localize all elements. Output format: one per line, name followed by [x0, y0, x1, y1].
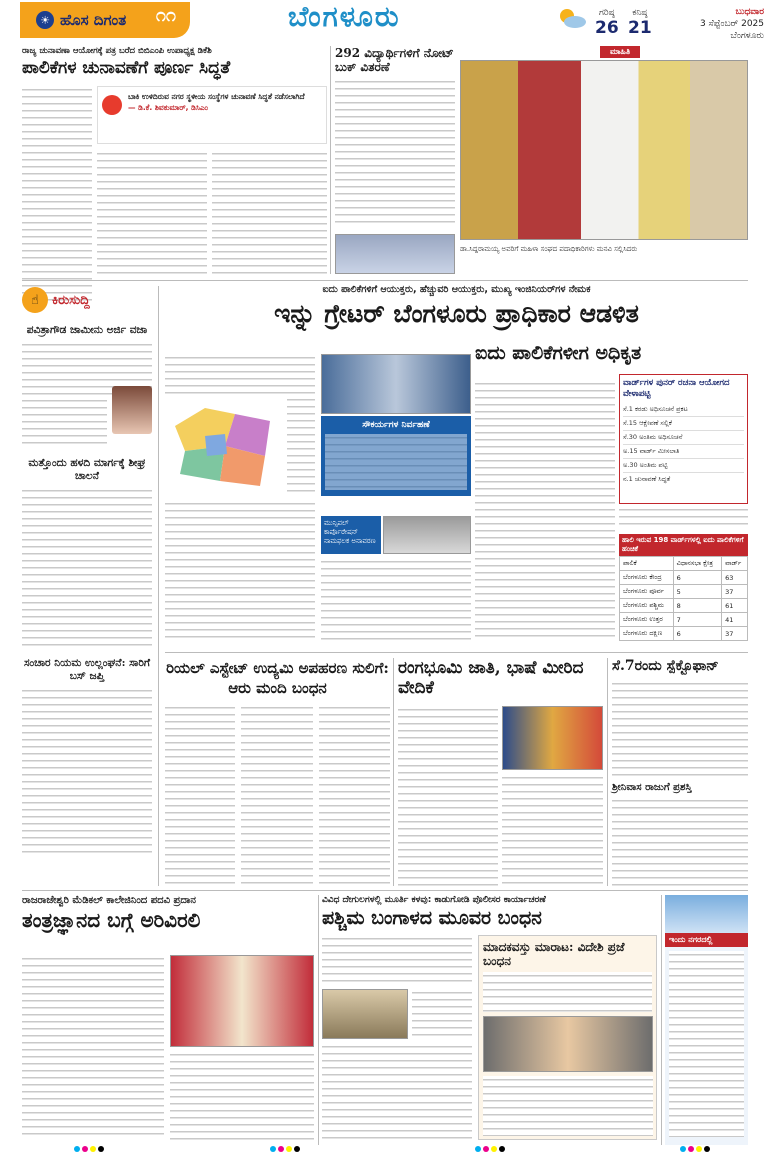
- body-text: [212, 150, 327, 276]
- body-text: [170, 1051, 314, 1140]
- kicker: ರಾಜ್ಯ ಚುನಾವಣಾ ಆಯೋಗಕ್ಕೆ ಪತ್ರ ಬರೆದ ಬಿಬಿಎಂಪಿ ಉಪಾಧ್ಯಕ್ಷ ಡಿಕೆಶಿ: [22, 46, 212, 56]
- body-text: [22, 487, 152, 647]
- headline: ಇನ್ನು ಗ್ರೇಟರ್ ಬೆಂಗಳೂರು ಪ್ರಾಧಿಕಾರ ಆಡಳಿತ: [274, 299, 639, 328]
- city-map: [165, 396, 285, 496]
- body-text: [165, 704, 235, 886]
- schedule-box: [619, 374, 748, 504]
- body-text: [165, 354, 315, 394]
- page-number: ೧೧: [155, 5, 176, 26]
- top-right-story: [460, 46, 748, 274]
- events-today-box: [665, 895, 748, 1145]
- headline: ಪಶ್ಚಿಮ ಬಂಗಾಳದ ಮೂವರ ಬಂಧನ: [322, 907, 542, 929]
- headline: 292 ವಿದ್ಯಾರ್ಥಿಗಳಿಗೆ ನೋಟ್ ಬುಕ್ ವಿತರಣೆ: [335, 46, 454, 74]
- schedule-item: ಅ.15 ವಾರ್ಡ್ ಮೀಸಲಾತಿ: [623, 445, 744, 459]
- sub-headline: ಐದು ಪಾಲಿಕೆಗಳೀಗ ಅಧಿಕೃತ: [475, 342, 642, 364]
- sidebar-header: [22, 286, 152, 314]
- headline: ಸೆ.7ರಂದು ಸ್ಪೆಕ್ಟೊಫಾನ್: [612, 658, 719, 674]
- seized-items-photo: [483, 1016, 653, 1072]
- body-text: [612, 797, 748, 889]
- body-text: [165, 500, 315, 640]
- event-list: [669, 951, 744, 1137]
- body-text: [335, 78, 455, 228]
- officials-photo: [321, 354, 471, 414]
- stage-photo: [502, 706, 603, 770]
- body-text: [398, 706, 498, 886]
- quote-box: ಬಾಕಿ ಉಳಿದಿರುವ ನಗರ ಸ್ಥಳೀಯ ಸಂಸ್ಥೆಗಳ ಚುನಾವಣೆ ಸಿದ್ಧತೆ ನಡೆಸಲಾಗಿದೆ — ಡಿ.ಕೆ. ಶಿವಕುಮಾರ್, ಡಿಸಿಎಂ: [97, 86, 327, 144]
- main-story: [165, 284, 748, 644]
- schedule-item: ನ.1 ಚುನಾವಣೆ ಸಿದ್ಧತೆ: [623, 475, 671, 483]
- top-mid-story: [335, 46, 455, 274]
- table-header: ವಿಧಾನಸಭಾ ಕ್ಷೇತ್ರ: [673, 557, 722, 571]
- dateline: ಬುಧವಾರ 3 ಸೆಪ್ಟೆಂಬರ್ 2025 ಬೆಂಗಳೂರು: [699, 7, 764, 41]
- body-text: [325, 434, 467, 490]
- headline: ರಂಗಭೂಮಿ ಜಾತಿ, ಭಾಷೆ ಮೀರಿದ ವೇದಿಕೆ: [398, 658, 584, 698]
- brief-title: ಮತ್ತೊಂದು ಹಳದಿ ಮಾರ್ಗಕ್ಕೆ ಶೀಘ್ರ ಚಾಲನೆ: [28, 457, 146, 482]
- print-registration-marks: [270, 1146, 300, 1152]
- box-headline: ಮಾದಕವಸ್ತು ಮಾರಾಟ: ವಿದೇಶಿ ಪ್ರಜೆ ಬಂಧನ: [483, 940, 625, 968]
- body-text: [241, 704, 313, 886]
- mid-center-story: [398, 658, 603, 886]
- top-left-story: [22, 46, 327, 276]
- sun-logo-icon: ☀: [36, 11, 54, 29]
- body-text: [412, 989, 472, 1039]
- headline: ರಿಯಲ್ ಎಸ್ಟೇಟ್ ಉದ್ಯಮಿ ಅಪಹರಣ ಸುಲಿಗೆ: ಆರು ಮಂದಿ ಬಂಧನ: [166, 659, 389, 697]
- kicker: ರಾಜರಾಜೇಶ್ವರಿ ಮೆಡಿಕಲ್ ಕಾಲೇಜಿನಿಂದ ಪದವಿ ಪ್ರದಾನ: [22, 895, 196, 906]
- brief-title: ಸಂಚಾರ ನಿಯಮ ಉಲ್ಲಂಘನೆ: ಸಾರಿಗೆ ಬಸ್ ಜಪ್ತಿ: [23, 657, 151, 682]
- signboard-photo: [383, 516, 471, 554]
- page-header: [0, 0, 770, 40]
- print-registration-marks: [680, 1146, 710, 1152]
- body-text: [97, 150, 207, 276]
- idols-photo: [322, 989, 408, 1039]
- kicker: ಐದು ಪಾಲಿಕೆಗಳಿಗೆ ಆಯುಕ್ತರು, ಹೆಚ್ಚುವರಿ ಆಯುಕ್ತರು, ಮುಖ್ಯ ಇಂಜಿನಿಯರ್‌ಗಳ ನೇಮಕ: [322, 284, 591, 295]
- schedule-title: ವಾರ್ಡ್‌ಗಳ ಪುನರ್ ರಚನಾ ಆಯೋಗದ ವೇಳಾಪಟ್ಟಿ: [623, 378, 730, 399]
- bottom-mid-story: [322, 895, 657, 1145]
- photo-caption: ಡಾ.ಸಿದ್ದರಾಮಯ್ಯ ಅವರಿಗೆ ಮಹಿಳಾ ಸಂಘದ ಪದಾಧಿಕಾರಿಗಳು ಮನವಿ ಸಲ್ಲಿಸಿದರು: [460, 245, 638, 253]
- body-text: [483, 1076, 653, 1136]
- convocation-photo: [170, 955, 314, 1047]
- schedule-item: ಸೆ.15 ಆಕ್ಷೇಪಣೆ ಸಲ್ಲಿಕೆ: [623, 417, 744, 431]
- table-row: ಬೆಂಗಳೂರು ಉತ್ತರ 7 41: [620, 613, 748, 627]
- body-text: [22, 687, 152, 857]
- body-text: [483, 972, 652, 1012]
- table-row: ಬೆಂಗಳೂರು ಕೇಂದ್ರ 6 63: [620, 571, 748, 585]
- quote-icon: [102, 95, 122, 115]
- bottom-left-story: [22, 895, 314, 1145]
- body-text: [321, 558, 471, 640]
- box-title: ಸೌಕರ್ಯಗಳ ನಿರ್ವಹಣೆ: [362, 420, 430, 430]
- body-text: [502, 774, 603, 886]
- facilities-box: [321, 354, 471, 514]
- body-text: [287, 396, 315, 496]
- schedule-item: ಅ.30 ಅಂತಿಮ ಪಟ್ಟಿ: [623, 459, 744, 473]
- hand-pointing-icon: ☝: [22, 287, 48, 313]
- body-text: [322, 1043, 472, 1140]
- body-text: [22, 397, 107, 445]
- photo-caption: ಮುನ್ಸಿಪಲ್ ಕಾರ್ಪೊರೇಷನ್ ನಾಮಫಲಕ ಅನಾವರಣ: [321, 516, 381, 554]
- kicker: ವಿವಿಧ ದೇಗುಲಗಳಲ್ಲಿ ಮೂರ್ತಿ ಕಳವು: ಕಾಡುಗೋಡಿ ಪೊಲೀಸರ ಕಾರ್ಯಾಚರಣೆ: [322, 895, 546, 905]
- masthead-name: ಹೊಸ ದಿಗಂತ: [60, 11, 127, 29]
- sidebar-label: ಕಿರುಸುದ್ದಿ: [52, 292, 90, 308]
- headline: ತಂತ್ರಜ್ಞಾನದ ಬಗ್ಗೆ ಅರಿವಿರಲಿ: [22, 908, 201, 932]
- table-row: ಬೆಂಗಳೂರು ಪೂರ್ವ 5 37: [620, 585, 748, 599]
- schedule-item: ಸೆ.1 ಕರಡು ಅಧಿಸೂಚನೆ ಪ್ರಕಟ: [623, 403, 744, 417]
- partly-cloudy-icon: [555, 6, 587, 30]
- table-header: ಪಾಲಿಕೆ: [620, 557, 674, 571]
- body-text: [319, 704, 390, 886]
- temp-max: ಗರಿಷ್ಠ 26: [595, 8, 619, 38]
- skyline-graphic: [665, 895, 748, 933]
- brief-title: ಪವಿತ್ರಾಗೌಡ ಜಾಮೀನು ಅರ್ಜಿ ವಜಾ: [26, 324, 148, 336]
- print-registration-marks: [475, 1146, 505, 1152]
- mid-left-story: [165, 658, 390, 886]
- events-label: ಇಂದು ನಗರದಲ್ಲಿ: [665, 933, 748, 947]
- sub-headline: ಶ್ರೀನಿವಾಸ ರಾಜುಗೆ ಪ್ರಶಸ್ತಿ: [612, 782, 692, 793]
- body-text: [322, 935, 472, 985]
- body-text: [475, 380, 615, 640]
- masthead: [20, 2, 190, 38]
- table-header: ವಾರ್ಡ್: [722, 557, 748, 571]
- body-text: [22, 955, 164, 1140]
- ward-table: [619, 534, 748, 641]
- mid-right-story: [612, 658, 748, 886]
- temp-min: ಕನಿಷ್ಠ 21: [628, 8, 652, 38]
- drug-seizure-box: [478, 935, 657, 1140]
- table-title: ಹಾಲಿ ಇರುವ 198 ವಾರ್ಡ್‌ಗಳಲ್ಲಿ ಐದು ಪಾಲಿಕೆಗಳಿಗೆ ಹಂಚಿಕೆ: [619, 534, 748, 556]
- section-tag: ಮಾಹಿತಿ: [600, 46, 640, 58]
- table-row: ಬೆಂಗಳೂರು ದಕ್ಷಿಣ 6 37: [620, 627, 748, 641]
- city-title: ಬೆಂಗಳೂರು: [288, 0, 401, 33]
- students-photo: [335, 234, 455, 274]
- body-text: [619, 506, 748, 530]
- table-row: ಬೆಂಗಳೂರು ಪಶ್ಚಿಮ 8 61: [620, 599, 748, 613]
- print-registration-marks: [74, 1146, 104, 1152]
- news-brief-sidebar: [22, 286, 152, 886]
- schedule-item: ಸೆ.30 ಅಂತಿಮ ಅಧಿಸೂಚನೆ: [623, 431, 744, 445]
- meeting-photo: [460, 60, 748, 240]
- headline: ಪಾಲಿಕೆಗಳ ಚುನಾವಣೆಗೆ ಪೂರ್ಣ ಸಿದ್ಧತೆ: [22, 58, 231, 78]
- body-text: [612, 680, 748, 776]
- portrait-photo: [112, 386, 152, 434]
- body-text: [22, 86, 92, 306]
